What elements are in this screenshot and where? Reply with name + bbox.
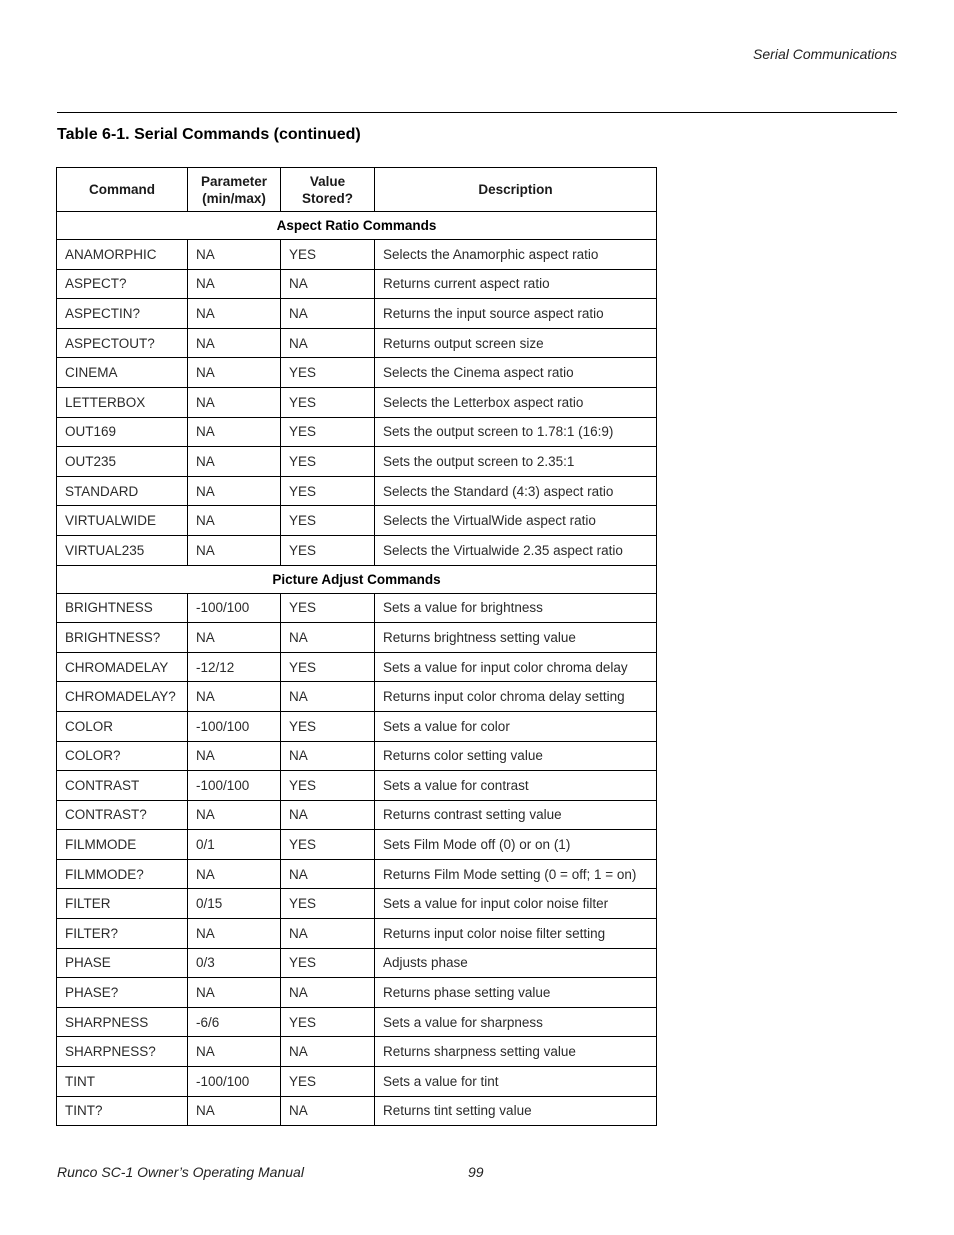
description-cell: Returns input color noise filter setting (375, 919, 657, 949)
value-stored-cell: NA (281, 800, 375, 830)
footer-manual-title: Runco SC-1 Owner’s Operating Manual (57, 1164, 304, 1180)
value-stored-cell: YES (281, 358, 375, 388)
value-stored-cell: YES (281, 240, 375, 270)
parameter-cell: NA (188, 1037, 281, 1067)
command-cell: PHASE? (57, 978, 188, 1008)
description-cell: Returns output screen size (375, 328, 657, 358)
description-cell: Returns current aspect ratio (375, 269, 657, 299)
description-cell: Returns brightness setting value (375, 623, 657, 653)
command-cell: ASPECT? (57, 269, 188, 299)
value-stored-cell: NA (281, 1037, 375, 1067)
table-row (57, 417, 657, 447)
parameter-cell: NA (188, 741, 281, 771)
description-cell: Adjusts phase (375, 948, 657, 978)
table-row (57, 919, 657, 949)
value-stored-cell: NA (281, 859, 375, 889)
table-body (57, 212, 657, 1126)
command-cell: ASPECTIN? (57, 299, 188, 329)
footer-page-number: 99 (468, 1164, 484, 1180)
table-row (57, 1037, 657, 1067)
table-row (57, 652, 657, 682)
description-cell: Selects the Anamorphic aspect ratio (375, 240, 657, 270)
description-cell: Returns the input source aspect ratio (375, 299, 657, 329)
parameter-cell: NA (188, 800, 281, 830)
command-cell: FILTER? (57, 919, 188, 949)
command-cell: VIRTUALWIDE (57, 506, 188, 536)
value-stored-cell: NA (281, 682, 375, 712)
parameter-cell: NA (188, 417, 281, 447)
command-cell: VIRTUAL235 (57, 535, 188, 565)
value-stored-cell: YES (281, 417, 375, 447)
description-cell: Sets a value for tint (375, 1067, 657, 1097)
parameter-cell: NA (188, 387, 281, 417)
table-row (57, 771, 657, 801)
description-cell: Sets a value for sharpness (375, 1007, 657, 1037)
description-cell: Sets a value for color (375, 711, 657, 741)
column-header-parameter: Parameter (min/max) (188, 168, 281, 212)
value-stored-cell: NA (281, 299, 375, 329)
table-row (57, 1067, 657, 1097)
parameter-cell: 0/3 (188, 948, 281, 978)
section-header-row (57, 565, 657, 593)
description-cell: Sets a value for input color noise filter (375, 889, 657, 919)
column-header-description: Description (375, 168, 657, 212)
parameter-cell: NA (188, 506, 281, 536)
description-cell: Returns sharpness setting value (375, 1037, 657, 1067)
value-stored-cell: YES (281, 387, 375, 417)
command-cell: FILTER (57, 889, 188, 919)
parameter-cell: NA (188, 447, 281, 477)
value-stored-cell: YES (281, 1067, 375, 1097)
value-stored-cell: YES (281, 711, 375, 741)
value-stored-cell: NA (281, 1096, 375, 1126)
table-row (57, 623, 657, 653)
table-row (57, 299, 657, 329)
value-stored-cell: YES (281, 771, 375, 801)
parameter-cell: NA (188, 269, 281, 299)
table-header-row (57, 168, 657, 212)
command-cell: SHARPNESS? (57, 1037, 188, 1067)
table-row (57, 506, 657, 536)
parameter-cell: NA (188, 240, 281, 270)
command-cell: BRIGHTNESS (57, 593, 188, 623)
table-row (57, 358, 657, 388)
table-row (57, 889, 657, 919)
value-stored-cell: NA (281, 269, 375, 299)
parameter-cell: -100/100 (188, 1067, 281, 1097)
command-cell: OUT235 (57, 447, 188, 477)
value-stored-cell: YES (281, 506, 375, 536)
description-cell: Selects the VirtualWide aspect ratio (375, 506, 657, 536)
parameter-cell: NA (188, 623, 281, 653)
command-cell: SHARPNESS (57, 1007, 188, 1037)
description-cell: Returns contrast setting value (375, 800, 657, 830)
description-cell: Returns phase setting value (375, 978, 657, 1008)
value-stored-cell: YES (281, 447, 375, 477)
table-row (57, 447, 657, 477)
table-row (57, 387, 657, 417)
parameter-cell: 0/1 (188, 830, 281, 860)
parameter-cell: -6/6 (188, 1007, 281, 1037)
value-stored-cell: YES (281, 889, 375, 919)
description-cell: Sets the output screen to 1.78:1 (16:9) (375, 417, 657, 447)
description-cell: Returns input color chroma delay setting (375, 682, 657, 712)
command-cell: TINT (57, 1067, 188, 1097)
description-cell: Sets a value for input color chroma delay (375, 652, 657, 682)
column-header-command: Command (57, 168, 188, 212)
description-cell: Selects the Cinema aspect ratio (375, 358, 657, 388)
section-title: Aspect Ratio Commands (57, 212, 657, 240)
table-row (57, 978, 657, 1008)
table-row (57, 593, 657, 623)
value-stored-cell: YES (281, 535, 375, 565)
table-caption: Table 6-1. Serial Commands (continued) (57, 126, 361, 143)
command-cell: CONTRAST? (57, 800, 188, 830)
command-cell: CHROMADELAY (57, 652, 188, 682)
table-row (57, 859, 657, 889)
header-rule (57, 112, 897, 113)
value-stored-cell: NA (281, 919, 375, 949)
value-stored-cell: YES (281, 476, 375, 506)
parameter-cell: NA (188, 535, 281, 565)
parameter-cell: NA (188, 682, 281, 712)
table-row (57, 269, 657, 299)
command-cell: OUT169 (57, 417, 188, 447)
command-cell: COLOR (57, 711, 188, 741)
table-row (57, 240, 657, 270)
table-row (57, 1007, 657, 1037)
command-cell: STANDARD (57, 476, 188, 506)
command-cell: LETTERBOX (57, 387, 188, 417)
section-title: Picture Adjust Commands (57, 565, 657, 593)
value-stored-cell: YES (281, 948, 375, 978)
description-cell: Sets the output screen to 2.35:1 (375, 447, 657, 477)
parameter-cell: NA (188, 859, 281, 889)
command-cell: CINEMA (57, 358, 188, 388)
parameter-cell: -100/100 (188, 711, 281, 741)
table-row (57, 800, 657, 830)
table-row (57, 948, 657, 978)
command-cell: ASPECTOUT? (57, 328, 188, 358)
command-cell: FILMMODE? (57, 859, 188, 889)
parameter-cell: -100/100 (188, 593, 281, 623)
parameter-cell: NA (188, 328, 281, 358)
command-cell: TINT? (57, 1096, 188, 1126)
parameter-cell: -12/12 (188, 652, 281, 682)
table-row (57, 1096, 657, 1126)
parameter-cell: 0/15 (188, 889, 281, 919)
command-cell: FILMMODE (57, 830, 188, 860)
value-stored-cell: NA (281, 978, 375, 1008)
parameter-cell: NA (188, 919, 281, 949)
description-cell: Returns color setting value (375, 741, 657, 771)
table-row (57, 711, 657, 741)
table-row (57, 830, 657, 860)
parameter-cell: NA (188, 1096, 281, 1126)
column-header-value-stored: Value Stored? (281, 168, 375, 212)
parameter-cell: NA (188, 299, 281, 329)
command-cell: BRIGHTNESS? (57, 623, 188, 653)
section-header-row (57, 212, 657, 240)
value-stored-cell: NA (281, 328, 375, 358)
description-cell: Sets a value for brightness (375, 593, 657, 623)
parameter-cell: NA (188, 476, 281, 506)
running-header: Serial Communications (753, 46, 897, 62)
table-row (57, 476, 657, 506)
value-stored-cell: NA (281, 741, 375, 771)
description-cell: Selects the Letterbox aspect ratio (375, 387, 657, 417)
description-cell: Selects the Virtualwide 2.35 aspect ratio (375, 535, 657, 565)
parameter-cell: -100/100 (188, 771, 281, 801)
command-cell: ANAMORPHIC (57, 240, 188, 270)
description-cell: Sets a value for contrast (375, 771, 657, 801)
description-cell: Returns tint setting value (375, 1096, 657, 1126)
command-cell: CONTRAST (57, 771, 188, 801)
value-stored-cell: YES (281, 1007, 375, 1037)
parameter-cell: NA (188, 978, 281, 1008)
table-row (57, 682, 657, 712)
command-cell: COLOR? (57, 741, 188, 771)
value-stored-cell: YES (281, 593, 375, 623)
value-stored-cell: YES (281, 830, 375, 860)
table-row (57, 328, 657, 358)
description-cell: Returns Film Mode setting (0 = off; 1 = on) (375, 859, 657, 889)
table-row (57, 741, 657, 771)
command-cell: PHASE (57, 948, 188, 978)
parameter-cell: NA (188, 358, 281, 388)
command-cell: CHROMADELAY? (57, 682, 188, 712)
value-stored-cell: NA (281, 623, 375, 653)
table-row (57, 535, 657, 565)
description-cell: Sets Film Mode off (0) or on (1) (375, 830, 657, 860)
serial-commands-table (56, 167, 657, 1126)
value-stored-cell: YES (281, 652, 375, 682)
description-cell: Selects the Standard (4:3) aspect ratio (375, 476, 657, 506)
